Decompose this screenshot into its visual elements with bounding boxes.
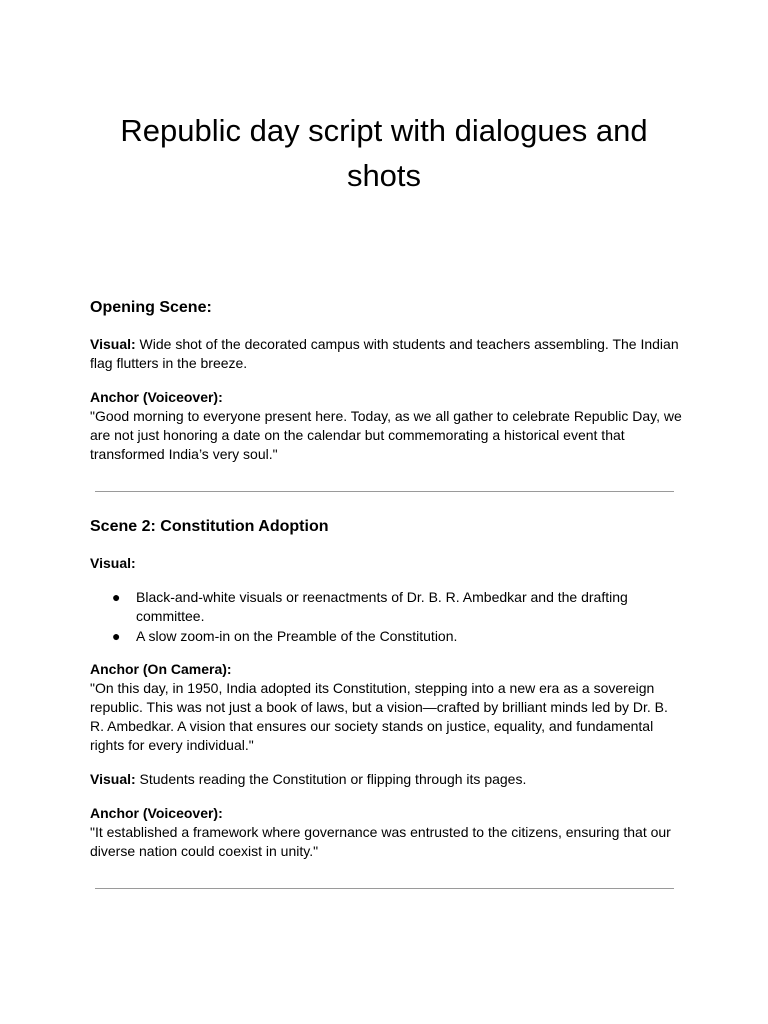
section-divider [95,888,674,889]
scene-2-anchor-2-label: Anchor (Voiceover): [90,805,223,821]
scene-2-heading: Scene 2: Constitution Adoption [90,518,329,535]
opening-visual-paragraph [90,335,685,373]
scene-2-anchor-text: "On this day, in 1950, India adopted its Constitution, stepping into a new era as a sovereign republic. This was not just a book of laws, but a vision—crafted by brilliant minds led by Dr. B. R. Ambedkar. A vision that ensures our society stands on justice, equality, and fundamental rights for every individual." [90,680,668,753]
list-item: ● A slow zoom-in on the Preamble of the Constitution. [112,628,458,644]
scene-2-anchor-2-text: "It established a framework where governance was entrusted to the citizens, ensuring that our diverse nation could coexist in unity." [90,824,671,859]
opening-visual-text: Wide shot of the decorated campus with students and teachers assembling. The Indian flag flutters in the breeze. [90,336,679,371]
opening-anchor-label: Anchor (Voiceover): [90,389,223,405]
title-line-2: shots [346,158,422,193]
scene-2-visual-list [112,588,672,647]
bullet-icon: ● [112,628,121,644]
section-divider [95,491,674,492]
title-line-1: Republic day script with dialogues and [120,113,648,148]
scene-2-visual-2-paragraph: Visual: Students reading the Constitution or flipping through its pages. [90,771,527,787]
opening-scene-heading: Opening Scene: [90,299,212,316]
visual-label: Visual: [90,336,136,352]
scene-2-visual-label: Visual: [90,555,136,571]
list-item: ● Black-and-white visuals or reenactments of Dr. B. R. Ambedkar and the drafting committee. [112,589,628,624]
scene-2-anchor-label: Anchor (On Camera): [90,661,232,677]
visual-label: Visual: [90,771,136,787]
opening-anchor-text: "Good morning to everyone present here. Today, as we all gather to celebrate Republic Day, we are not just honoring a date on the calendar but commemorating a historical event that transformed India’s very soul." [90,408,682,462]
page-title [0,108,768,198]
bullet-icon: ● [112,589,121,605]
